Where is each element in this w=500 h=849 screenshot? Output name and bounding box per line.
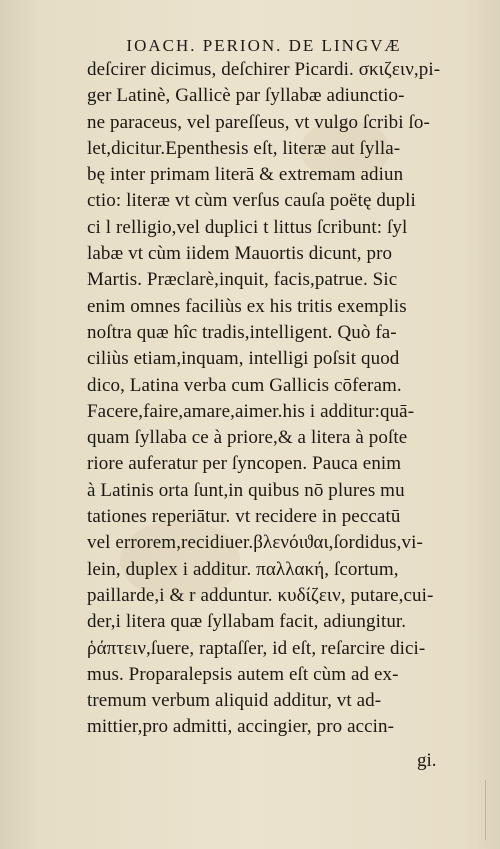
text-line: riore auferatur per ſyncopen. Pauca enim <box>87 453 402 475</box>
text-line: mittier,pro admitti, accingier, pro accin- <box>87 716 395 738</box>
body-text <box>87 57 462 741</box>
text-line: noſtra quæ hîc tradis,intelligent. Quò fa- <box>87 321 397 343</box>
text-line: tationes reperiātur. vt recidere in peccatū <box>87 506 401 528</box>
running-head: IOACH. PERION. DE LINGVÆ <box>126 36 402 55</box>
text-line: Martis. Præclarè,inquit, facis,patrue. Sic <box>87 269 398 291</box>
text-line: à Latinis orta ſunt,in quibus nō plures mu <box>87 479 405 501</box>
text-line: deſcirer dicimus, deſchirer Picardi. σκιζειν,pi- <box>87 59 441 80</box>
text-line: quam ſyllaba ce à priore,& a litera à poſte <box>87 427 408 449</box>
catchword: gi. <box>417 750 437 771</box>
text-line: ci l relligio,vel duplici t littus ſcribunt: ſyl <box>87 216 408 238</box>
text-line: vel errorem,recidiuer.βλενόιϑαι,ſordidus,vi- <box>87 532 423 554</box>
text-line: bę inter primam literā & extremam adiun <box>87 164 404 186</box>
text-line: Facere,faire,amare,aimer.his i additur:quā- <box>87 400 415 422</box>
text-line: ciliùs etiam,inquam, intelligi poſsit quod <box>87 348 400 370</box>
text-line: labæ vt cùm iidem Mauortis dicunt, pro <box>87 243 393 265</box>
text-line: enim omnes faciliùs ex his tritis exemplis <box>87 295 407 317</box>
text-line: ῥάπτειν,ſuere, raptaſſer, id eſt, reſarcire dici- <box>87 637 426 659</box>
text-line: ger Latinè, Gallicè par ſyllabæ adiunctio- <box>87 85 405 107</box>
page-edge-mark <box>485 780 486 840</box>
text-line: der,i litera quæ ſyllabam facit, adiungitur. <box>87 611 407 633</box>
text-line: dico, Latina verba cum Gallicis cōferam. <box>87 374 402 396</box>
text-line: lein, duplex i additur. παλλακή, ſcortum, <box>87 558 399 580</box>
text-line: paillarde,i & r adduntur. κυδίζειν, putare,cui- <box>87 584 434 606</box>
text-line: let,dicitur.Epenthesis eſt, literæ aut ſylla- <box>87 137 401 159</box>
text-line: ctio: literæ vt cùm verſus cauſa poëtę dupli <box>87 190 416 212</box>
text-line: ne paraceus, vel pareſſeus, vt vulgo ſcribi ſo- <box>87 111 430 133</box>
text-line: tremum verbum aliquid additur, vt ad- <box>87 690 382 712</box>
text-line: mus. Proparalepsis autem eſt cùm ad ex- <box>87 663 399 685</box>
